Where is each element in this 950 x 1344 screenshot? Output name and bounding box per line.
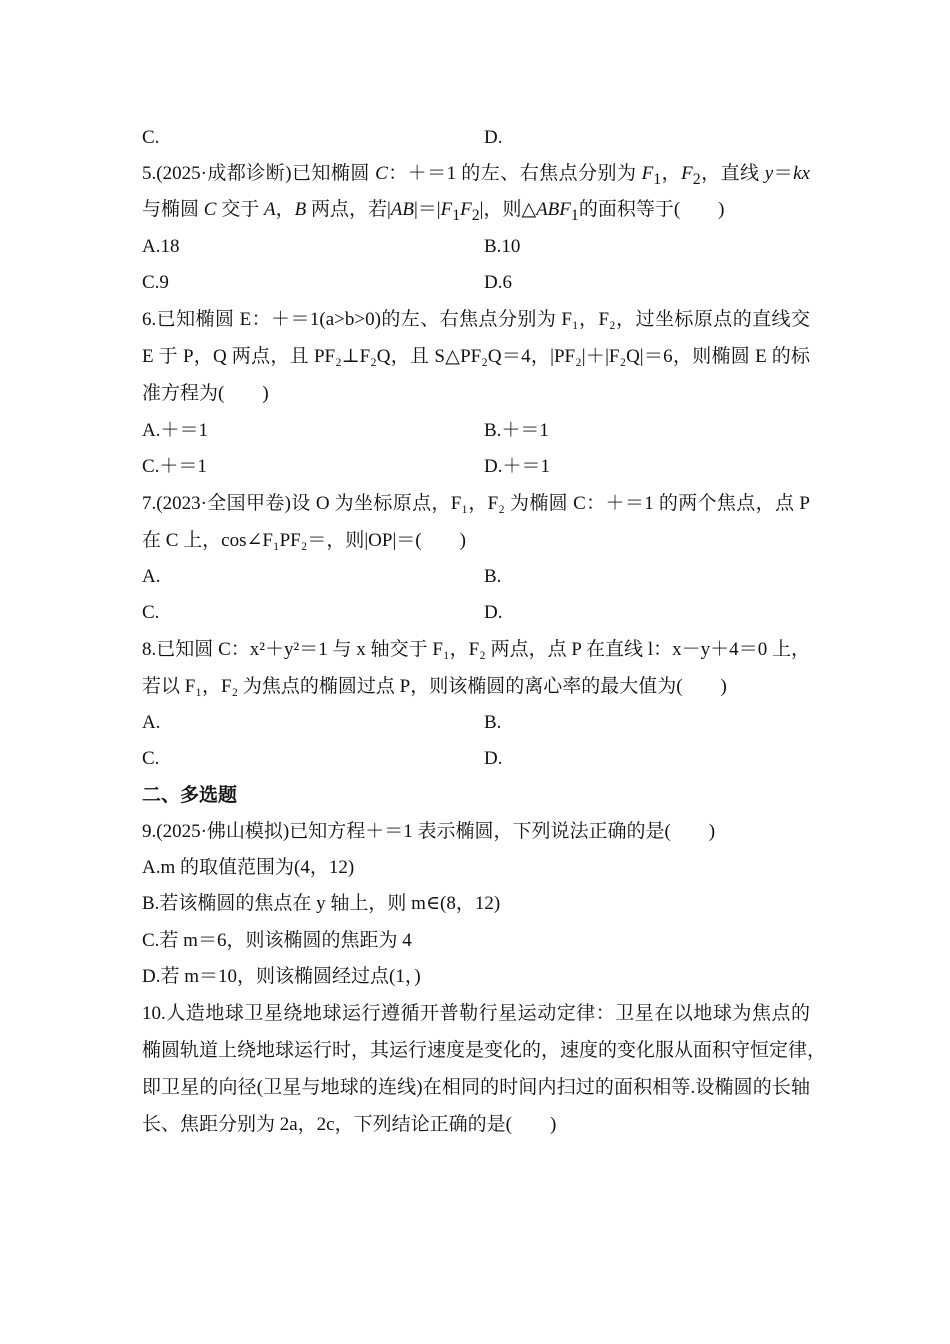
q5-var: AB [390, 199, 414, 220]
q7-stem-line1: 7.(2023·全国甲卷)设 O 为坐标原点，F₁，F₂ 为椭圆 C：＋＝1 的两个焦点，点 P [142, 493, 810, 514]
q5-sub: 1 [452, 206, 461, 224]
q10-stem-line4: 长、焦距分别为 2a，2c，下列结论正确的是( ) [142, 1114, 557, 1135]
q5-var: C [203, 199, 217, 220]
q5-option-c: C.9 [142, 272, 169, 293]
q9-stem: 9.(2025·佛山模拟)已知方程＋＝1 表示椭圆，下列说法正确的是( ) [142, 821, 716, 842]
q5-sub: 2 [471, 206, 480, 224]
q9-option-a: A.m 的取值范围为(4，12) [142, 857, 355, 878]
q6-option-b: B.＋＝1 [484, 420, 549, 441]
q8-stem-line1: 8.已知圆 C：x²＋y²＝1 与 x 轴交于 F₁，F₂ 两点，点 P 在直线 l：x－y＋4＝0 上， [142, 639, 810, 660]
q8-option-b: B. [484, 712, 502, 733]
q5-option-a: A.18 [142, 236, 180, 257]
q5-text: ：＋＝1 的左、右焦点分别为 [387, 163, 642, 184]
q5-var: F [440, 199, 453, 220]
q5-text: ， [661, 163, 682, 184]
q5-var: C [375, 163, 388, 184]
section-heading-multi-choice: 二、多选题 [142, 785, 238, 806]
q9-option-b: B.若该椭圆的焦点在 y 轴上，则 m∈(8，12) [142, 893, 501, 914]
q7-option-a: A. [142, 566, 161, 587]
q5-sub: 2 [692, 170, 701, 188]
q6-stem-line3: 准方程为( ) [142, 383, 269, 404]
q5-text: ， [275, 199, 295, 220]
q7-option-d: D. [484, 602, 503, 623]
q8-option-d: D. [484, 748, 503, 769]
q5-text: 两点，若| [306, 199, 391, 220]
q6-option-a: A.＋＝1 [142, 420, 208, 441]
q8-option-a: A. [142, 712, 161, 733]
q5-text: |＝| [413, 199, 441, 220]
q5-text: |，则△ [479, 199, 537, 220]
q5-var: ABF [536, 199, 571, 220]
q10-stem-line2: 椭圆轨道上绕地球运行时，其运行速度是变化的，速度的变化服从面积守恒定律， [142, 1040, 827, 1061]
q9-option-c: C.若 m＝6，则该椭圆的焦距为 4 [142, 930, 412, 951]
q6-stem-line1: 6.已知椭圆 E：＋＝1(a>b>0)的左、右焦点分别为 F₁，F₂，过坐标原点的直线交 [142, 309, 810, 330]
q5-var: B [294, 199, 307, 220]
q7-option-b: B. [484, 566, 502, 587]
q4-option-d: D. [484, 127, 503, 148]
q5-text: ＝ [773, 163, 794, 184]
q5-option-b: B.10 [484, 236, 521, 257]
q4-option-c: C. [142, 127, 160, 148]
q5-var: A [263, 199, 276, 220]
q5-sub: 1 [653, 170, 662, 188]
q5-var: F [681, 163, 693, 184]
q6-option-c: C.＋＝1 [142, 456, 207, 477]
q5-var: F [460, 199, 472, 220]
q10-stem-line1: 10.人造地球卫星绕地球运行遵循开普勒行星运动定律：卫星在以地球为焦点的 [142, 1003, 810, 1024]
q5-text: 与椭圆 [142, 199, 204, 220]
q5-stem-line1 [142, 162, 810, 192]
q7-stem-line2: 在 C 上，cos∠F₁PF₂＝，则|OP|＝( ) [142, 530, 466, 551]
q5-var: kx [793, 163, 810, 184]
q5-var: y [764, 163, 774, 184]
q5-option-d: D.6 [484, 272, 512, 293]
q8-option-c: C. [142, 748, 160, 769]
q5-sub: 1 [570, 206, 579, 224]
q5-var: F [641, 163, 654, 184]
q7-option-c: C. [142, 602, 160, 623]
q5-text: 的面积等于( ) [578, 199, 725, 220]
q5-text: 5.(2025·成都诊断)已知椭圆 [142, 163, 376, 184]
q5-stem-line2 [142, 198, 724, 228]
q5-text: 交于 [216, 199, 264, 220]
q6-option-d: D.＋＝1 [484, 456, 550, 477]
q9-option-d: D.若 m＝10，则该椭圆经过点(1，) [142, 966, 421, 987]
q10-stem-line3: 即卫星的向径(卫星与地球的连线)在相同的时间内扫过的面积相等.设椭圆的长轴 [142, 1077, 810, 1098]
q5-text: ，直线 [700, 163, 765, 184]
q6-stem-line2: E 于 P，Q 两点，且 PF₂⊥F₂Q，且 S△PF₂Q＝4，|PF₂|＋|F₂Q|＝6，则椭圆 E 的标 [142, 346, 810, 367]
q8-stem-line2: 若以 F₁，F₂ 为焦点的椭圆过点 P，则该椭圆的离心率的最大值为( ) [142, 676, 727, 697]
